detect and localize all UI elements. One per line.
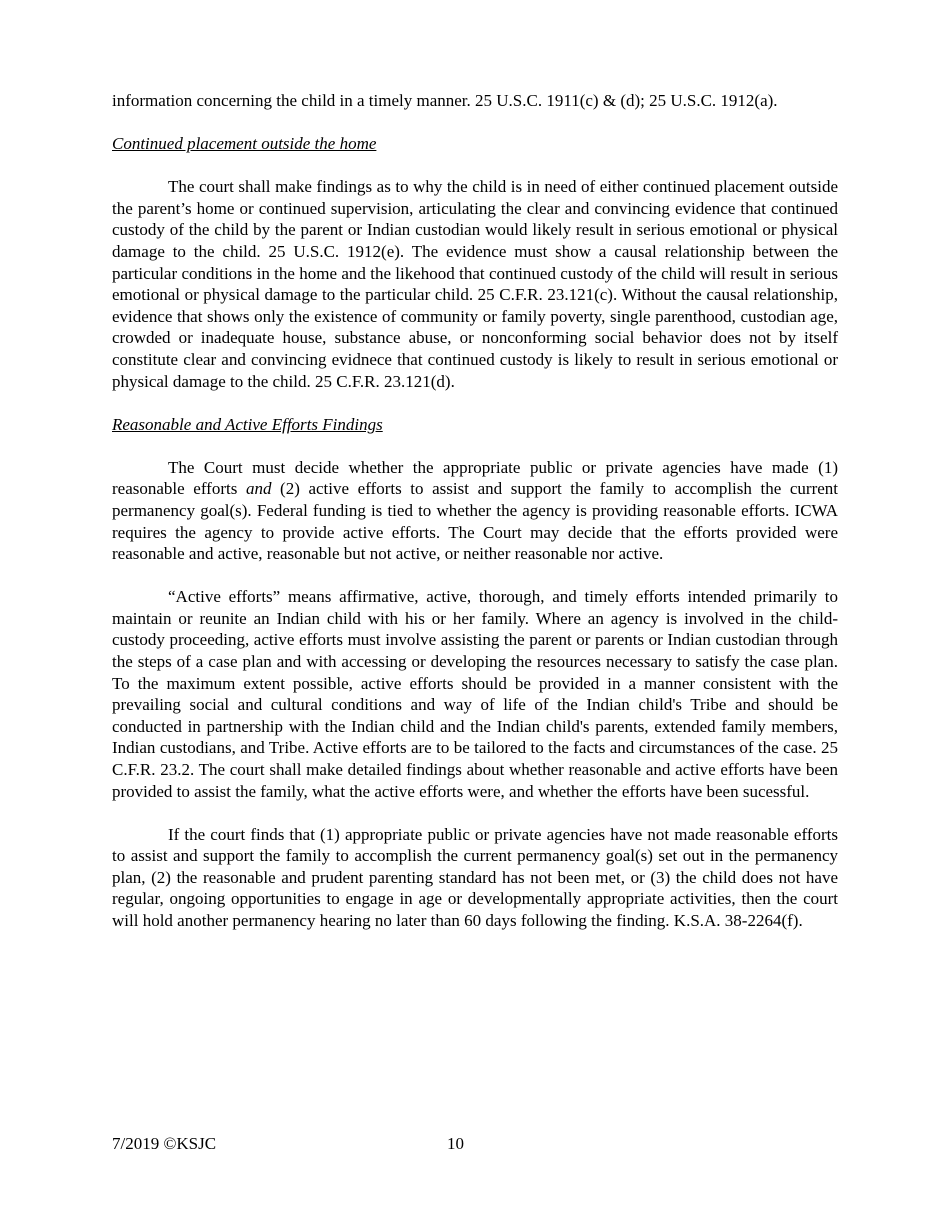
section-heading-reasonable-active-efforts: Reasonable and Active Efforts Findings	[112, 414, 383, 434]
section-heading-continued-placement: Continued placement outside the home	[112, 134, 377, 154]
footer-date-copyright: 7/2019 ©KSJC	[112, 1134, 217, 1153]
efforts-paragraph-1-part2: (2) active efforts to assist and support the family to accomplish the current permanency goal(s). Federal funding is tied to whether the agency is providing reasonable efforts. ICWA requires the agency to provide active efforts. The Court may decide that the efforts provided were reasonable and active, reasonable but not active, or neither reasonable nor active.	[112, 479, 838, 564]
document-body	[112, 90, 838, 953]
continued-placement-paragraph: The court shall make findings as to why the child is in need of either continued placement outside the parent’s home or continued supervision, articulating the clear and convincing evidence that continued custody of the child by the parent or Indian custodian would likely result in serious emotional or physical damage to the child. 25 U.S.C. 1912(e). The evidence must show a causal relationship between the particular conditions in the home and the likehood that continued custody of the child will result in serious emotional or physical damage to the particular child. 25 C.F.R. 23.121(c). Without the causal relationship, evidence that shows only the existence of community or family poverty, single parenthood, custodian age, crowded or inadequate house, substance abuse, or nonconforming social behavior does not by itself constitute clear and convincing evidnece that continued custody is likely to result in serious emotional or physical damage to the child. 25 C.F.R. 23.121(d).	[112, 177, 838, 391]
continuation-paragraph: information concerning the child in a timely manner. 25 U.S.C. 1911(c) & (d); 25 U.S.C. 1912(a).	[112, 91, 778, 110]
court-findings-paragraph: If the court finds that (1) appropriate public or private agencies have not made reasonable efforts to assist and support the family to accomplish the current permanency goal(s) set out in the permanency plan, (2) the reasonable and prudent parenting standard has not been met, or (3) the child does not have regular, ongoing opportunities to engage in age or developmentally appropriate activities, then the court will hold another permanency hearing no later than 60 days following the finding. K.S.A. 38-2264(f).	[112, 824, 838, 930]
efforts-paragraph-1	[112, 457, 838, 565]
active-efforts-definition-paragraph: “Active efforts” means affirmative, active, thorough, and timely efforts intended primarily to maintain or reunite an Indian child with his or her family. Where an agency is involved in the child-custody proceeding, active efforts must involve assisting the parent or parents or Indian custodian through the steps of a case plan and with accessing or developing the resources necessary to satisfy the case plan. To the maximum extent possible, active efforts should be provided in a manner consistent with the prevailing social and cultural conditions and way of life of the Indian child's Tribe and should be conducted in partnership with the Indian child and the Indian child's parents, extended family members, Indian custodians, and Tribe. Active efforts are to be tailored to the facts and circumstances of the case. 25 C.F.R. 23.2. The court shall make detailed findings about whether reasonable and active efforts have been provided to assist the family, what the active efforts were, and whether the efforts have been sucessful.	[112, 587, 838, 801]
efforts-paragraph-1-part1: The Court must decide whether the appropriate public or private agencies have made (1) reasonable efforts	[112, 457, 838, 499]
efforts-paragraph-1-emphasis: and	[245, 479, 272, 499]
footer-page-number: 10	[447, 1134, 464, 1153]
